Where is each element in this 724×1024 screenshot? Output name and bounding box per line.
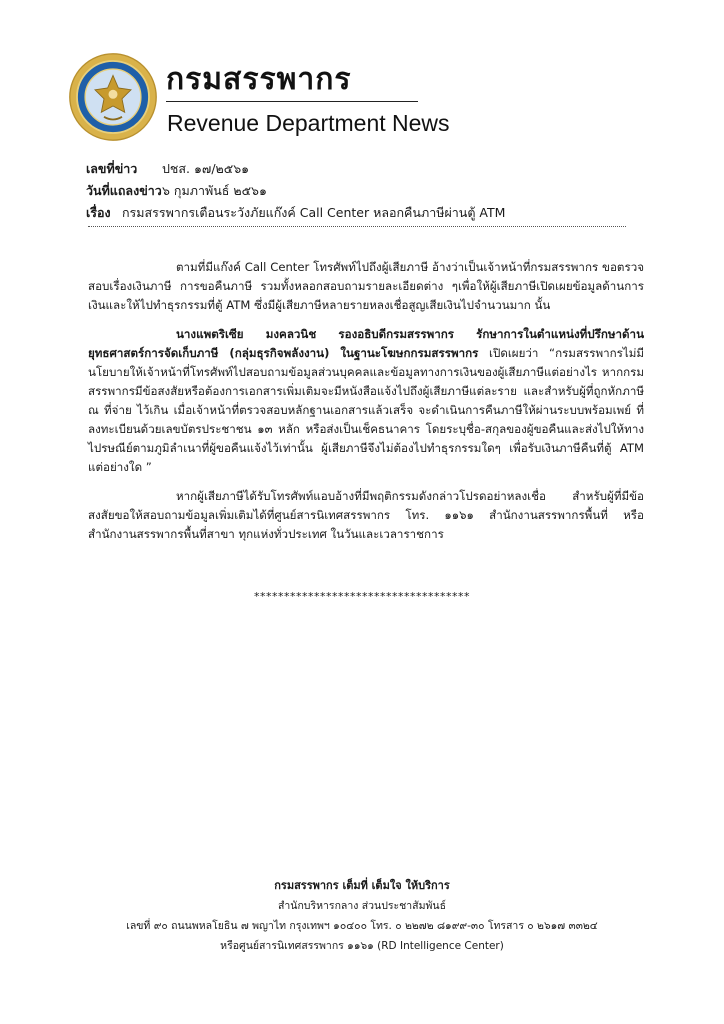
news-date-row [86,180,505,202]
paragraph-2-text: เปิดเผยว่า “กรมสรรพากรไม่มีนโยบายให้เจ้าหน้าที่โทรศัพท์ไปสอบถามข้อมูลส่วนบุคคลและข้อมูลทางการเงินของผู้เสียภาษีแต่อย่างไร หากกรมสรรพากรมีข้อสงสัยหรือต้องการเอกสารเพิ่มเติมจะมีหนังสือแจ้งไปถึงผู้เสียภาษีแต่ละราย และสำหรับผู้ที่ถูกหักภาษี ณ ที่จ่าย ไว้เกิน เมื่อเจ้าหน้าที่ตรวจสอบหลักฐานเอกสารแล้วเสร็จ จะดำเนินการคืนภาษีให้ผ่านระบบพร้อมเพย์ ที่ลงทะเบียนด้วยเลขบัตรประชาชน ๑๓ หลัก หรือส่งเป็นเช็คธนาคาร โดยระบุชื่อ-สกุลของผู้ขอคืนและส่งไปให้ทางไปรษณีย์ตามภูมิลำเนาที่ผู้ขอคืนแจ้งไว้เท่านั้น ผู้เสียภาษีจึงไม่ต้องไปทำธุรกรรมใดๆ เพื่อรับเงินภาษีคืนที่ตู้ ATM แต่อย่างใด ” [88,346,644,474]
paragraph-1: ตามที่มีแก๊งค์ Call Center โทรศัพท์ไปถึงผู้เสียภาษี อ้างว่าเป็นเจ้าหน้าที่กรมสรรพากร ขอตรวจสอบเรื่องเงินภาษี การขอคืนภาษี รวมทั้งหลอกสอบถามรายละเอียดต่าง ๆเพื่อให้ผู้เสียภาษีเปิดเผยข้อมูลด้านการเงินและให้ไปทำธุรกรรมที่ตู้ ATM ซึ่งมีผู้เสียภาษีหลายรายหลงเชื่อสูญเสียเงินไปจำนวนมาก นั้น [88,260,644,312]
footer-office: สำนักบริหารกลาง ส่วนประชาสัมพันธ์ [277,900,447,912]
news-number-row [86,158,505,180]
news-subject-row [86,202,505,224]
revenue-department-seal-icon [68,52,158,142]
dotted-divider [88,226,626,227]
news-date-value: ๖ กุมภาพันธ์ ๒๕๖๑ [161,183,267,198]
org-name-english: Revenue Department News [167,110,450,136]
org-name-thai: กรมสรรพากร [166,62,352,97]
paragraph-3: หากผู้เสียภาษีได้รับโทรศัพท์แอบอ้างที่มีพฤติกรรมดังกล่าวโปรดอย่าหลงเชื่อ สำหรับผู้ที่มีข้อสงสัยขอให้สอบถามข้อมูลเพิ่มเติมได้ที่ศูนย์สารนิเทศสรรพากร โทร. ๑๑๖๑ สำนักงานสรรพากรพื้นที่ หรือสำนักงานสรรพากรพื้นที่สาขา ทุกแห่งทั่วประเทศ ในวันและเวลาราชการ [88,489,644,541]
news-subject-label: เรื่อง [86,205,111,220]
paragraph-2 [88,325,644,477]
news-date-label: วันที่แถลงข่าว [86,183,162,198]
news-number-label: เลขที่ข่าว [86,161,138,176]
end-separator: ************************************ [254,590,470,603]
footer-info-center: หรือศูนย์สารนิเทศสรรพากร ๑๑๖๑ (RD Intelligence Center) [220,940,504,952]
footer-slogan: กรมสรรพากร เต็มที่ เต็มใจ ให้บริการ [274,879,450,892]
title-divider [166,101,418,102]
footer [0,876,724,956]
news-subject-value: กรมสรรพากรเตือนระวังภัยแก๊งค์ Call Center หลอกคืนภาษีผ่านตู้ ATM [121,205,506,220]
footer-address: เลขที่ ๙๐ ถนนพหลโยธิน ๗ พญาไท กรุงเทพฯ ๑๐๔๐๐ โทร. ๐ ๒๒๗๒ ๘๑๙๙-๓๐ โทรสาร ๐ ๒๖๑๗ ๓๓๒๔ [126,920,598,932]
news-number-value: ปชส. ๑๗/๒๕๖๑ [161,161,250,176]
spokesperson-name: นางแพตริเซีย มงคลวนิช รองอธิบดีกรมสรรพากร รักษาการในตำแหน่งที่ปรึกษาด้านยุทธศาสตร์การจัดเก็บภาษี (กลุ่มธุรกิจพลังงาน) ในฐานะโฆษกกรมสรรพากร [88,327,644,360]
news-body [88,258,644,554]
news-meta [86,158,505,224]
